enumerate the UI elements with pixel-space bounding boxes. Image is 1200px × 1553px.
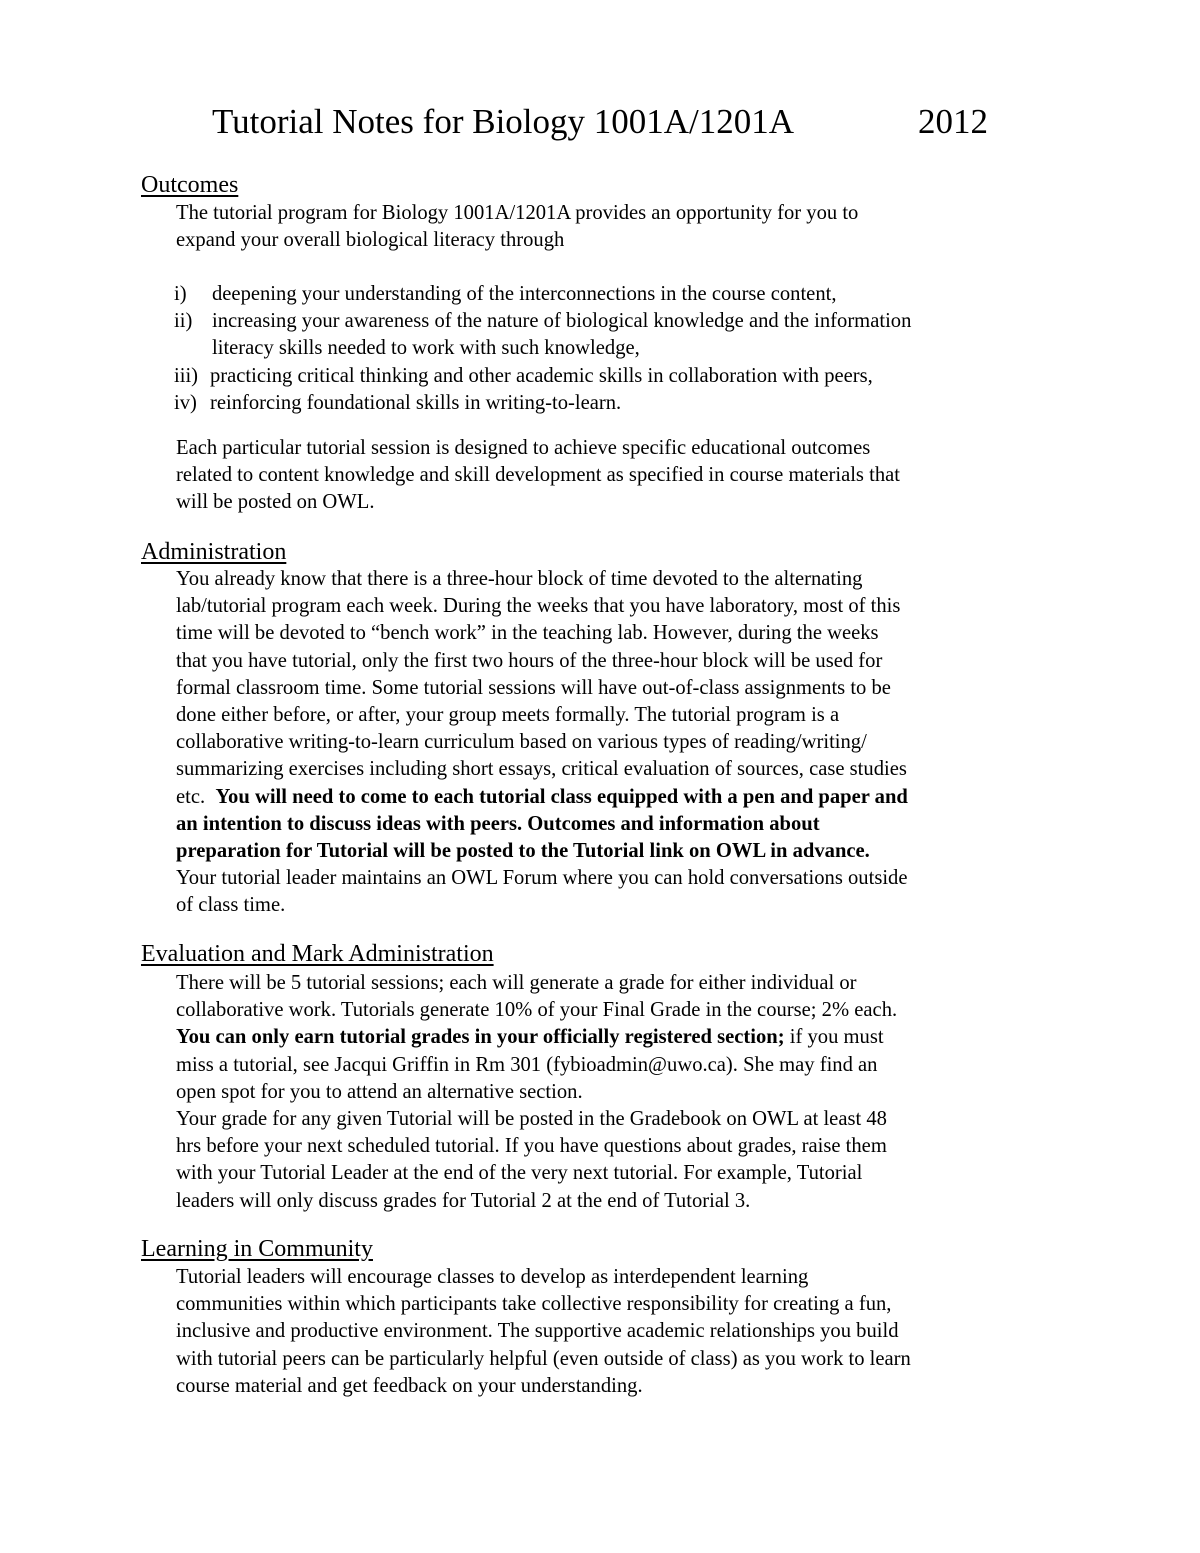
administration-body bbox=[176, 566, 1036, 919]
text-line: collaborative writing-to-learn curriculum based on various types of reading/writing/ bbox=[176, 731, 867, 754]
text-line: with tutorial peers can be particularly helpful (even outside of class) as you work to learn bbox=[176, 1347, 911, 1370]
text-line: with your Tutorial Leader at the end of the very next tutorial. For example, Tutorial bbox=[176, 1162, 863, 1185]
text-line-bold bbox=[176, 838, 1036, 865]
evaluation-body bbox=[176, 970, 1036, 1215]
list-number: ii) bbox=[174, 310, 193, 333]
list-item-continuation: literacy skills needed to work with such knowledge, bbox=[212, 337, 640, 360]
text-line: will be posted on OWL. bbox=[176, 491, 375, 514]
text-line: expand your overall biological literacy through bbox=[176, 229, 565, 252]
text-bold: You will need to come to each tutorial class equipped with a pen and paper and bbox=[215, 785, 908, 808]
text-line: communities within which participants take collective responsibility for creating a fun, bbox=[176, 1293, 892, 1316]
text-line: related to content knowledge and skill development as specified in course materials that bbox=[176, 464, 900, 487]
text-line: Each particular tutorial session is designed to achieve specific educational outcomes bbox=[176, 437, 871, 459]
list-text: increasing your awareness of the nature of biological knowledge and the information bbox=[212, 310, 912, 333]
list-item bbox=[174, 308, 1034, 335]
title-year: 2012 bbox=[918, 102, 988, 141]
text-line: You already know that there is a three-hour block of time devoted to the alternating bbox=[176, 568, 863, 590]
text-line: of class time. bbox=[176, 894, 286, 917]
heading-community: Learning in Community bbox=[141, 1236, 373, 1262]
text-line: that you have tutorial, only the first two hours of the three-hour block will be used for bbox=[176, 649, 883, 672]
list-text: reinforcing foundational skills in writing-to-learn. bbox=[210, 391, 622, 414]
heading-evaluation: Evaluation and Mark Administration bbox=[141, 941, 494, 967]
outcomes-closing bbox=[176, 435, 1036, 517]
list-number: iii) bbox=[174, 364, 199, 387]
list-item bbox=[174, 390, 1034, 417]
text-line: Your grade for any given Tutorial will be posted in the Gradebook on OWL at least 48 bbox=[176, 1107, 887, 1130]
text-line: There will be 5 tutorial sessions; each will generate a grade for either individual or bbox=[176, 972, 857, 994]
text-line: Your tutorial leader maintains an OWL Forum where you can hold conversations outside bbox=[176, 867, 908, 890]
text-line bbox=[176, 1024, 1036, 1051]
text-line bbox=[176, 784, 1036, 811]
text-line: leaders will only discuss grades for Tutorial 2 at the end of Tutorial 3. bbox=[176, 1189, 751, 1212]
text-line: course material and get feedback on your understanding. bbox=[176, 1374, 643, 1397]
text-line: inclusive and productive environment. The supportive academic relationships you build bbox=[176, 1320, 899, 1343]
text-line-bold bbox=[176, 811, 1036, 838]
page-title bbox=[212, 98, 1002, 146]
text-line: miss a tutorial, see Jacqui Griffin in Rm 301 (fybioadmin@uwo.ca). She may find an bbox=[176, 1053, 878, 1076]
text-line: time will be devoted to “bench work” in the teaching lab. However, during the weeks bbox=[176, 622, 879, 645]
title-text: Tutorial Notes for Biology 1001A/1201A bbox=[212, 102, 795, 141]
text-line: open spot for you to attend an alternative section. bbox=[176, 1080, 583, 1103]
text-line: lab/tutorial program each week. During the weeks that you have laboratory, most of this bbox=[176, 595, 901, 618]
text-bold: an intention to discuss ideas with peers. Outcomes and information about bbox=[176, 812, 820, 835]
text-plain: if you must bbox=[784, 1026, 884, 1049]
text-line: Tutorial leaders will encourage classes to develop as interdependent learning bbox=[176, 1266, 809, 1288]
text-line: hrs before your next scheduled tutorial. If you have questions about grades, raise them bbox=[176, 1135, 887, 1158]
text-plain: etc. bbox=[176, 785, 216, 808]
outcomes-list bbox=[174, 281, 1034, 417]
community-body bbox=[176, 1264, 1036, 1400]
list-text: practicing critical thinking and other academic skills in collaboration with peers, bbox=[210, 364, 873, 387]
list-text: deepening your understanding of the interconnections in the course content, bbox=[212, 283, 837, 305]
text-line: collaborative work. Tutorials generate 10% of your Final Grade in the course; 2% each. bbox=[176, 999, 898, 1022]
text-line: formal classroom time. Some tutorial sessions will have out-of-class assignments to be bbox=[176, 676, 891, 699]
text-bold: preparation for Tutorial will be posted to the Tutorial link on OWL in advance. bbox=[176, 839, 870, 862]
list-number: iv) bbox=[174, 391, 197, 414]
list-item bbox=[174, 363, 1034, 390]
list-item bbox=[174, 281, 1034, 308]
list-number: i) bbox=[174, 283, 187, 305]
text-line: The tutorial program for Biology 1001A/1201A provides an opportunity for you to bbox=[176, 202, 859, 224]
text-bold: You can only earn tutorial grades in your officially registered section; bbox=[176, 1026, 785, 1049]
outcomes-intro bbox=[176, 200, 1036, 254]
heading-outcomes: Outcomes bbox=[141, 172, 239, 198]
text-line: summarizing exercises including short essays, critical evaluation of sources, case studies bbox=[176, 758, 907, 781]
text-line: done either before, or after, your group meets formally. The tutorial program is a bbox=[176, 703, 840, 726]
heading-administration: Administration bbox=[141, 539, 287, 565]
